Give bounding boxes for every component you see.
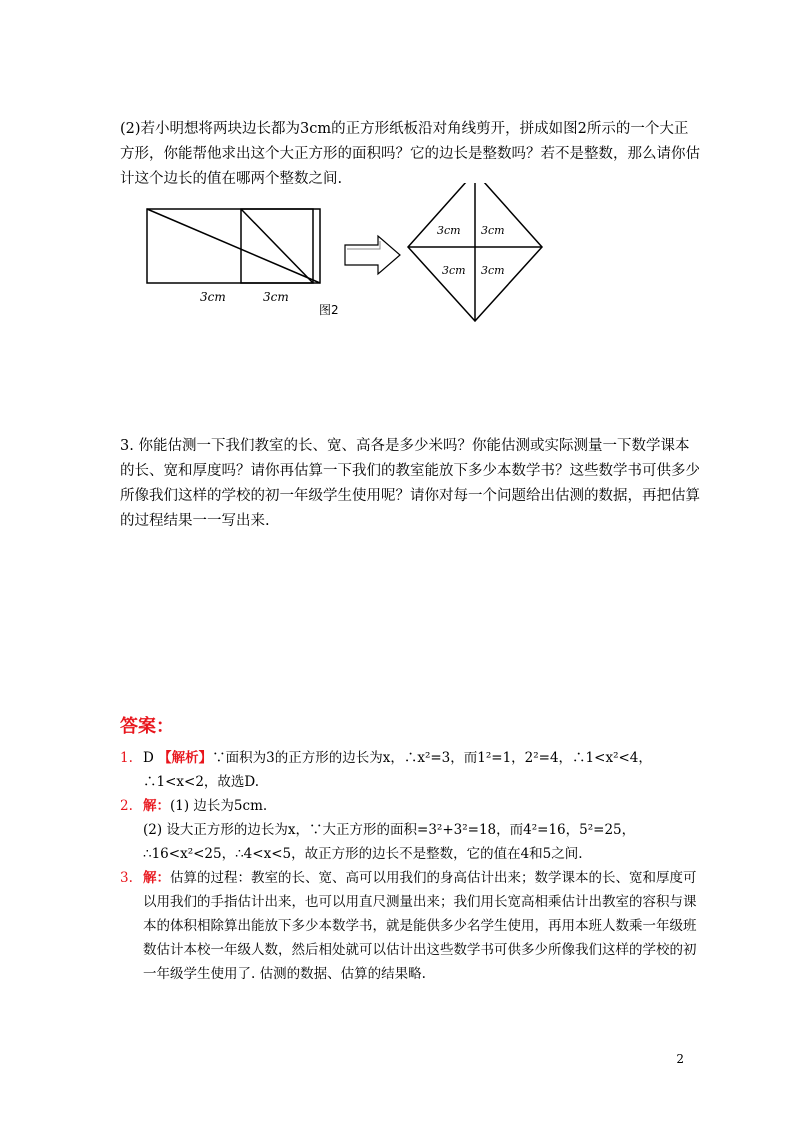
answer-1-number: 1. <box>120 750 133 766</box>
answer-1 <box>120 746 700 794</box>
diamond-label-bottom-right: 3cm <box>481 264 505 277</box>
diamond-label-top-right: 3cm <box>481 224 505 237</box>
answer-2-line-3: ∴16<x²<25，∴4<x<5，故正方形的边长不是整数，它的值在4和5之间. <box>143 846 583 862</box>
answer-3-number: 3. <box>120 870 133 886</box>
answer-3-text: 估算的过程：教室的长、宽、高可以用我们的身高估计出来；数学课本的长、宽和厚度可以用我们的手指估计出来，也可以用直尺测量出来；我们用长宽高相乘估计出教室的容积与课本的体积相除算出能放下多少本数学书，就是能供多少名学生使用，再用本班人数乘一年级班数估计本校一年级人数，然后相处就可以估计出这些数学书可供多少所像我们这样的学校的初一年级学生使用了. 估测的数据、估算的结果略. <box>143 870 697 982</box>
left-square-diagonal <box>147 209 320 283</box>
diamond-label-top-left: 3cm <box>437 224 461 237</box>
answer-3-tag: 解： <box>143 870 170 886</box>
question-3-text: 3. 你能估测一下我们教室的长、宽、高各是多少米吗？你能估测或实际测量一下数学课本的长、宽和厚度吗？请你再估算一下我们的教室能放下多少本数学书？这些数学书可供多少所像我们这样的学校的初一年级学生使用呢？请你对每一个问题给出估测的数据，再把估算的过程结果一一写出来. <box>120 438 700 529</box>
answer-2-line-2: (2) 设大正方形的边长为x，∵大正方形的面积=3²+3²=18，而4²=16，5²=25， <box>143 822 636 838</box>
arrow-icon <box>345 236 400 274</box>
right-square-diagonal <box>241 209 313 283</box>
right-square-label: 3cm <box>263 290 289 304</box>
answer-3 <box>120 866 700 986</box>
answers-section <box>120 746 700 986</box>
answer-2-line-1: (1) 边长为5cm. <box>170 798 268 814</box>
answer-2-tag: 解： <box>143 798 170 814</box>
answers-heading: 答案： <box>120 716 174 737</box>
answer-1-text: ∵面积为3的正方形的边长为x，∴x²=3，而1²=1，2²=4，∴1<x²<4，∴1<x<2，故选D. <box>143 750 652 790</box>
figure-caption: 图2 <box>319 303 339 317</box>
page-number: 2 <box>676 1052 684 1066</box>
answer-1-tag: 【解析】 <box>158 750 213 766</box>
left-square-label: 3cm <box>200 290 226 304</box>
answer-1-choice: D <box>143 750 154 766</box>
answer-2 <box>120 794 700 866</box>
question-2-text: (2)若小明想将两块边长都为3cm的正方形纸板沿对角线剪开，拼成如图2所示的一个大正方形，你能帮他求出这个大正方形的面积吗？它的边长是整数吗？若不是整数，那么请你估计这个边长的值在哪两个整数之间. <box>120 121 700 187</box>
answer-2-number: 2. <box>120 798 133 814</box>
figure-2 <box>138 183 558 328</box>
diamond-label-bottom-left: 3cm <box>442 264 466 277</box>
